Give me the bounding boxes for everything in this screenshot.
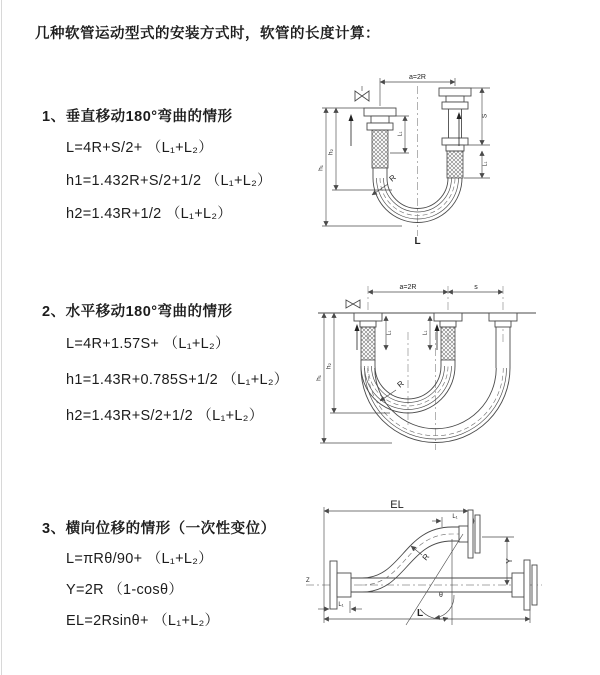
dimension-s xyxy=(468,88,490,145)
page-edge-line xyxy=(1,0,2,675)
axis-label-z: Z xyxy=(306,578,310,584)
page-title: 几种软管运动型式的安装方式时，软管的长度计算： xyxy=(35,26,380,42)
section-horizontal-180 xyxy=(42,300,289,440)
dim-label-h2: h₂ xyxy=(325,362,333,370)
left-hose-fitting xyxy=(354,313,382,368)
dim-label-l1: L₁ xyxy=(386,330,393,336)
dim-label-a2r: a=2R xyxy=(409,74,426,81)
dim-label-l1: L₁ xyxy=(452,514,458,520)
section-2-heading: 2、水平移动180°弯曲的情形 xyxy=(42,304,233,320)
section-vertical-180 xyxy=(42,105,272,235)
dimension-l1-left xyxy=(318,601,362,613)
lower-right-flange xyxy=(512,560,537,610)
dim-label-l1: L₁ xyxy=(338,602,344,608)
hose-braid xyxy=(372,130,388,168)
dimension-h1 xyxy=(316,313,393,443)
hose-braid xyxy=(361,327,375,360)
dim-label-l1: L₁ xyxy=(397,131,404,137)
radius-label: R xyxy=(395,378,406,390)
angle-label-theta: θ xyxy=(439,592,443,599)
dim-label-el: EL xyxy=(390,499,404,511)
dimension-el xyxy=(324,499,468,511)
radius-callout xyxy=(372,173,398,195)
dim-label-h2: h₂ xyxy=(327,148,335,156)
dim-label-h1: h₁ xyxy=(315,375,323,381)
hose-braid xyxy=(447,151,463,178)
left-hose-fitting xyxy=(364,108,396,178)
formula-line: L=4R+S/2+ （L₁+L₂） xyxy=(66,140,214,156)
dimension-l1-left xyxy=(390,116,409,153)
upper-right-flange xyxy=(459,510,480,558)
dimension-a-2r xyxy=(368,284,448,292)
formula-line: h2=1.43R+S/2+1/2 （L₁+L₂） xyxy=(66,408,264,424)
hose-braid xyxy=(441,327,455,360)
hose-s-curve xyxy=(362,527,459,592)
valve-icon xyxy=(346,300,360,308)
length-label: L xyxy=(416,608,424,619)
dimension-s xyxy=(448,284,503,292)
dim-label-l1: L₁ xyxy=(422,330,429,336)
section-lateral-displacement xyxy=(42,517,276,640)
section-3-formulas xyxy=(66,547,276,630)
dim-label-s: S xyxy=(481,113,489,119)
dim-label-h1: h₁ xyxy=(317,165,325,171)
motion-arrow-up-left xyxy=(349,114,354,146)
valve-icon xyxy=(355,86,369,101)
diagram-horizontal-180-bend xyxy=(310,280,540,454)
radius-label: R xyxy=(420,552,432,563)
section-2-formulas xyxy=(66,332,289,425)
motion-arrow-up-left xyxy=(355,324,360,350)
dimension-l1-right xyxy=(464,151,490,178)
formula-line: h1=1.432R+S/2+1/2 （L₁+L₂） xyxy=(66,173,272,189)
length-label: L xyxy=(414,236,421,247)
section-1-formulas xyxy=(66,136,272,223)
radius-label: R xyxy=(387,172,398,184)
diagram-lateral-displacement xyxy=(302,497,582,655)
dim-label-l1: L₁ xyxy=(482,161,489,167)
section-1-heading: 1、垂直移动180°弯曲的情形 xyxy=(42,109,233,125)
right-hose-fitting xyxy=(439,88,471,178)
formula-line: h2=1.43R+1/2 （L₁+L₂） xyxy=(66,206,233,222)
dimension-l1-mid xyxy=(423,316,431,350)
dim-label-a2r: a=2R xyxy=(399,284,417,291)
angle-construction xyxy=(406,534,463,625)
radius-callout xyxy=(411,546,431,562)
middle-hose-fitting xyxy=(434,313,462,366)
formula-line: h1=1.43R+0.785S+1/2 （L₁+L₂） xyxy=(66,372,289,388)
formula-line: L=4R+1.57S+ （L₁+L₂） xyxy=(66,336,230,352)
dim-label-y: Y xyxy=(505,558,514,564)
diagram-vertical-180-bend xyxy=(310,68,540,264)
section-3-heading: 3、横向位移的情形（一次性变位） xyxy=(42,521,276,537)
formula-line: EL=2Rsinθ+ （L₁+L₂） xyxy=(66,613,220,629)
formula-line: L=πRθ/90+ （L₁+L₂） xyxy=(66,551,213,567)
dim-label-s: s xyxy=(474,284,478,291)
dimension-l1-left xyxy=(386,316,393,350)
formula-line: Y=2R （1-cosθ） xyxy=(66,582,184,598)
